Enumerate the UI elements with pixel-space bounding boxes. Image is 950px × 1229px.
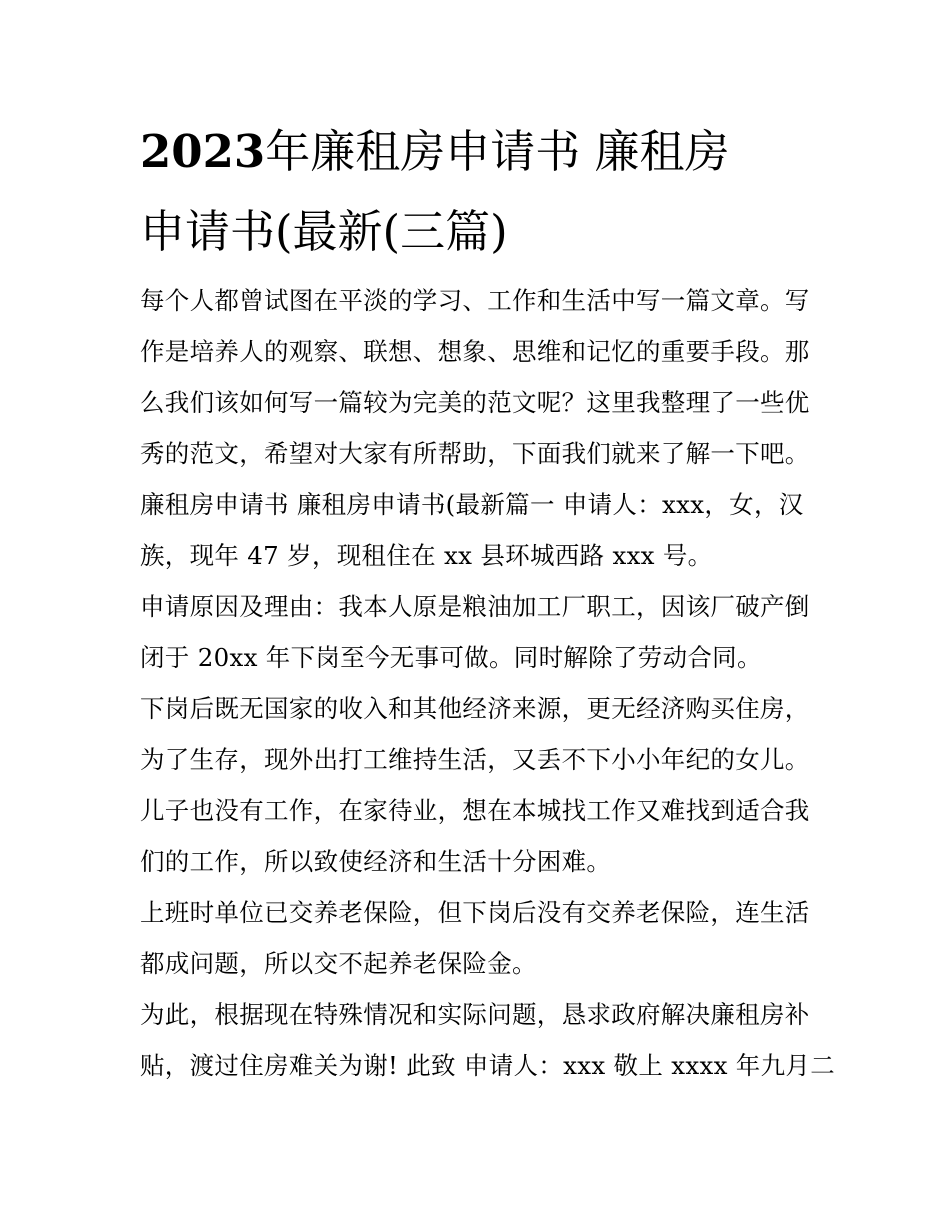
body-line: 每个人都曾试图在平淡的学习、工作和生活中写一篇文章。写 xyxy=(140,286,810,315)
body-line: 族，现年 47 岁，现租住在 xx 县环城西路 xxx 号。 xyxy=(140,541,713,570)
body-line: 们的工作，所以致使经济和生活十分困难。 xyxy=(140,847,612,876)
document-title xyxy=(140,112,820,272)
title-line-2: 申请书(最新(三篇) xyxy=(140,205,508,258)
body-line: 下岗后既无国家的收入和其他经济来源，更无经济购买住房， xyxy=(140,694,810,723)
title-line-1: 年廉租房申请书 廉租房 xyxy=(265,125,730,178)
body-line: 为了生存，现外出打工维持生活，又丢不下小小年纪的女儿。 xyxy=(140,745,810,774)
title-year: 2023 xyxy=(140,125,266,178)
body-line: 廉租房申请书 廉租房申请书(最新篇一 申请人：xxx，女，汉 xyxy=(140,490,804,519)
body-line: 都成问题，所以交不起养老保险金。 xyxy=(140,949,537,978)
body-line: 闭于 20xx 年下岗至今无事可做。同时解除了劳动合同。 xyxy=(140,643,762,672)
body-line: 申请原因及理由：我本人原是粮油加工厂职工，因该厂破产倒 xyxy=(140,592,810,621)
body-line: 么我们该如何写一篇较为完美的范文呢？这里我整理了一些优 xyxy=(140,388,810,417)
body-line: 贴，渡过住房难关为谢! 此致 申请人：xxx 敬上 xxxx 年九月二 xyxy=(140,1051,836,1080)
body-line: 秀的范文，希望对大家有所帮助，下面我们就来了解一下吧。 xyxy=(140,439,810,468)
body-line: 上班时单位已交养老保险，但下岗后没有交养老保险，连生活 xyxy=(140,898,810,927)
body-line: 儿子也没有工作，在家待业，想在本城找工作又难找到适合我 xyxy=(140,796,810,825)
body-line: 作是培养人的观察、联想、想象、思维和记忆的重要手段。那 xyxy=(140,337,810,366)
body-line: 为此，根据现在特殊情况和实际问题，恳求政府解决廉租房补 xyxy=(140,1000,810,1029)
document-body xyxy=(140,275,836,1091)
